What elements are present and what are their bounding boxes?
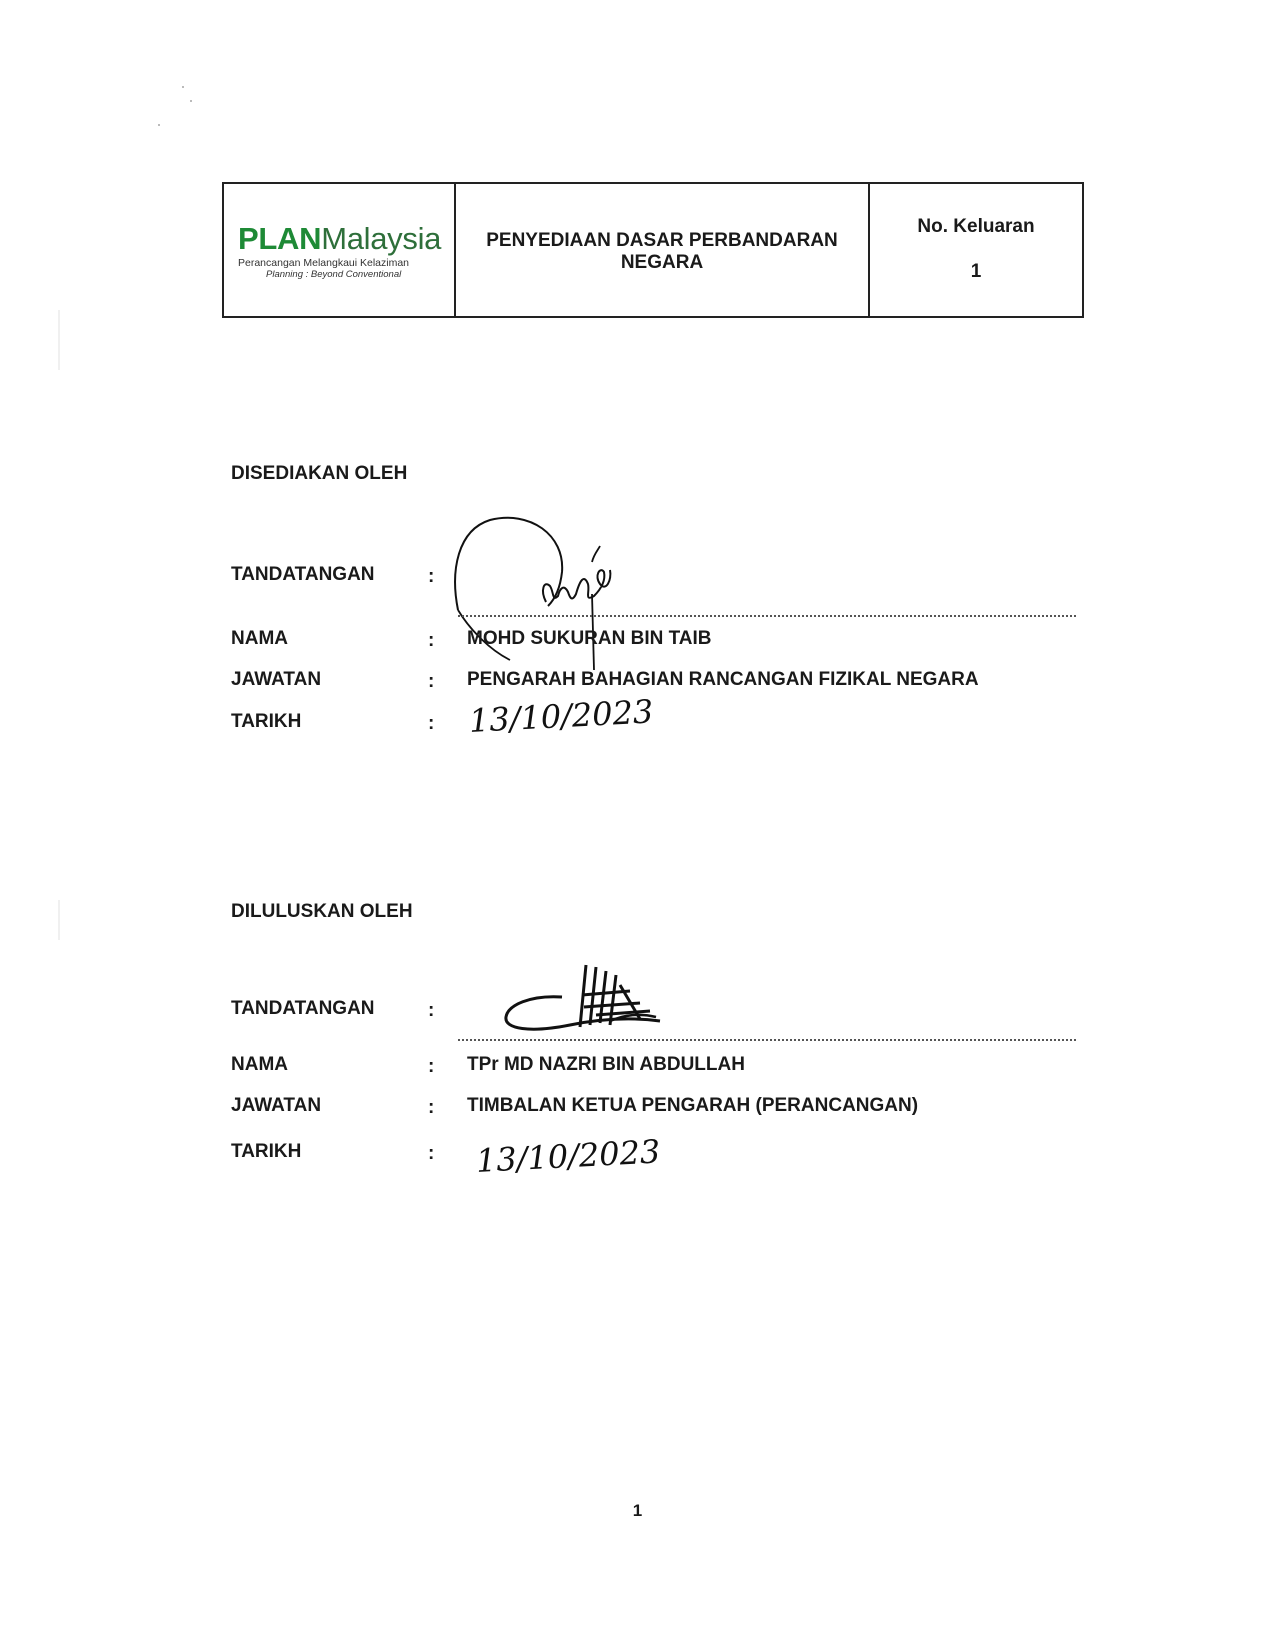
prepared-date-label: TARIKH <box>231 711 302 732</box>
prepared-position-label: JAWATAN <box>231 669 322 690</box>
scan-margin-shadow <box>58 900 60 940</box>
scan-speck <box>158 124 160 126</box>
prepared-name-value: MOHD SUKURAN BIN TAIB <box>467 628 712 649</box>
prepared-date-handwritten: 13/10/2023 <box>468 692 655 740</box>
logo-tagline-malay: Perancangan Melangkaui Kelaziman <box>238 257 410 269</box>
issue-number: 1 <box>970 261 982 282</box>
scan-speck <box>182 86 184 88</box>
colon: : <box>428 1097 435 1118</box>
prepared-by-signature <box>450 510 640 680</box>
prepared-by-heading: DISEDIAKAN OLEH <box>231 463 408 484</box>
logo-plan-text: PLAN <box>238 221 322 256</box>
approved-by-heading: DILULUSKAN OLEH <box>231 901 413 922</box>
approved-by-signature <box>500 955 670 1045</box>
document-header-table <box>222 182 1084 318</box>
logo-malaysia-text: Malaysia <box>321 221 442 256</box>
colon: : <box>428 1056 435 1077</box>
approved-name-label: NAMA <box>231 1054 288 1075</box>
colon: : <box>428 630 435 651</box>
issue-label: No. Keluaran <box>917 216 1035 237</box>
issue-cell <box>870 184 1082 316</box>
colon: : <box>428 1000 435 1021</box>
approved-position-label: JAWATAN <box>231 1095 322 1116</box>
scan-speck <box>190 100 192 102</box>
document-title-cell <box>456 184 870 316</box>
colon: : <box>428 566 435 587</box>
prepared-position-value: PENGARAH BAHAGIAN RANCANGAN FIZIKAL NEGARA <box>467 669 979 690</box>
prepared-signature-label: TANDATANGAN <box>231 564 375 585</box>
approved-position-value: TIMBALAN KETUA PENGARAH (PERANCANGAN) <box>467 1095 919 1116</box>
prepared-signature-line <box>458 615 1076 617</box>
colon: : <box>428 713 435 734</box>
colon: : <box>428 1143 435 1164</box>
document-title-line-1: PENYEDIAAN DASAR PERBANDARAN <box>486 230 838 251</box>
approved-name-value: TPr MD NAZRI BIN ABDULLAH <box>467 1054 745 1075</box>
page-number: 1 <box>632 1501 643 1520</box>
colon: : <box>428 671 435 692</box>
approved-date-handwritten: 13/10/2023 <box>475 1132 662 1180</box>
document-title-line-2: NEGARA <box>620 252 704 273</box>
logo-cell <box>224 184 456 316</box>
planmalaysia-logo <box>238 222 454 256</box>
scan-margin-shadow <box>58 310 60 370</box>
prepared-name-label: NAMA <box>231 628 288 649</box>
logo-tagline-english: Planning : Beyond Conventional <box>266 269 402 280</box>
approved-date-label: TARIKH <box>231 1141 302 1162</box>
approved-signature-line <box>458 1039 1076 1041</box>
approved-signature-label: TANDATANGAN <box>231 998 375 1019</box>
